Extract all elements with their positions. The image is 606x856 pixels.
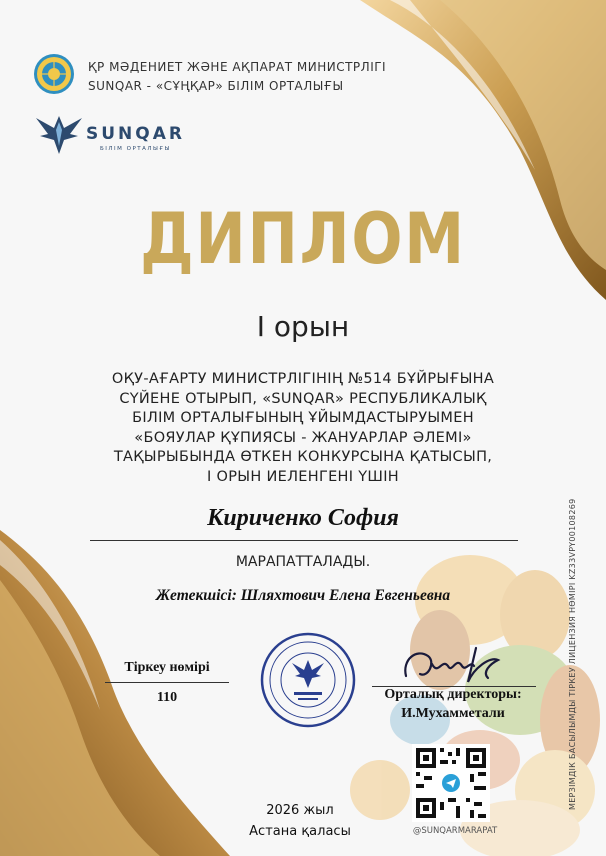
place-label: I орын bbox=[256, 310, 350, 343]
director-name: И.Мухамметали bbox=[401, 706, 505, 721]
award-text-line: I ОРЫН ИЕЛЕНГЕНІ ҮШІН bbox=[207, 468, 399, 485]
award-text-line: ОҚУ-АҒАРТУ МИНИСТРЛІГІНІҢ №514 БҰЙРЫҒЫНА bbox=[111, 371, 495, 387]
supervisor-name: Жетекшісі: Шляхтович Елена Евгеньевна bbox=[155, 587, 451, 604]
brand-name: SUNQAR bbox=[86, 124, 185, 144]
recipient-name: Кириченко София bbox=[207, 505, 399, 531]
license-text: МЕРЗІМДІК БАСЫЛЫМДЫ ТІРКЕУ ЛИЦЕНЗИЯ НӨМІРІ KZ33VPY00108269 bbox=[568, 498, 577, 810]
director-label: Орталық директоры: bbox=[384, 687, 522, 702]
registration-number: 110 bbox=[156, 690, 178, 705]
qr-code-icon bbox=[412, 744, 490, 822]
ministry-header: ҚР МӘДЕНИЕТ ЖӘНЕ АҚПАРАТ МИНИСТРЛІГІ bbox=[88, 60, 387, 74]
award-text-line: ТАҚЫРЫБЫНДА ӨТКЕН КОНКУРСЫНА ҚАТЫСЫП, bbox=[113, 449, 493, 466]
state-emblem-icon bbox=[32, 52, 76, 96]
director-signature-icon bbox=[398, 638, 508, 690]
center-header: SUNQAR - «СҰҢҚАР» БІЛІМ ОРТАЛЫҒЫ bbox=[88, 79, 344, 93]
brand-subtitle: БІЛІМ ОРТАЛЫҒЫ bbox=[100, 146, 171, 152]
name-underline bbox=[90, 540, 518, 541]
registration-label: Тіркеу нөмірі bbox=[124, 660, 210, 675]
awarded-label: МАРАПАТТАЛАДЫ. bbox=[235, 554, 371, 570]
diploma-title: ДИПЛОМ bbox=[140, 198, 466, 280]
official-stamp-icon bbox=[258, 630, 358, 730]
sunqar-eagle-icon bbox=[34, 110, 84, 158]
social-handle: @SUNQARMARAPAT bbox=[412, 826, 498, 836]
award-text bbox=[50, 370, 556, 488]
award-text-line: «БОЯУЛАР ҚҰПИЯСЫ - ЖАНУАРЛАР ӘЛЕМІ» bbox=[134, 429, 472, 446]
award-text-line: БІЛІМ ОРТАЛЫҒЫНЫҢ ҰЙЫМДАСТЫРУЫМЕН bbox=[132, 410, 474, 427]
award-text-line: СҮЙЕНЕ ОТЫРЫП, «SUNQAR» РЕСПУБЛИКАЛЫҚ bbox=[119, 390, 487, 407]
city-label: Астана қаласы bbox=[249, 824, 351, 839]
registration-divider bbox=[105, 682, 229, 683]
year-label: 2026 жыл bbox=[266, 803, 334, 818]
